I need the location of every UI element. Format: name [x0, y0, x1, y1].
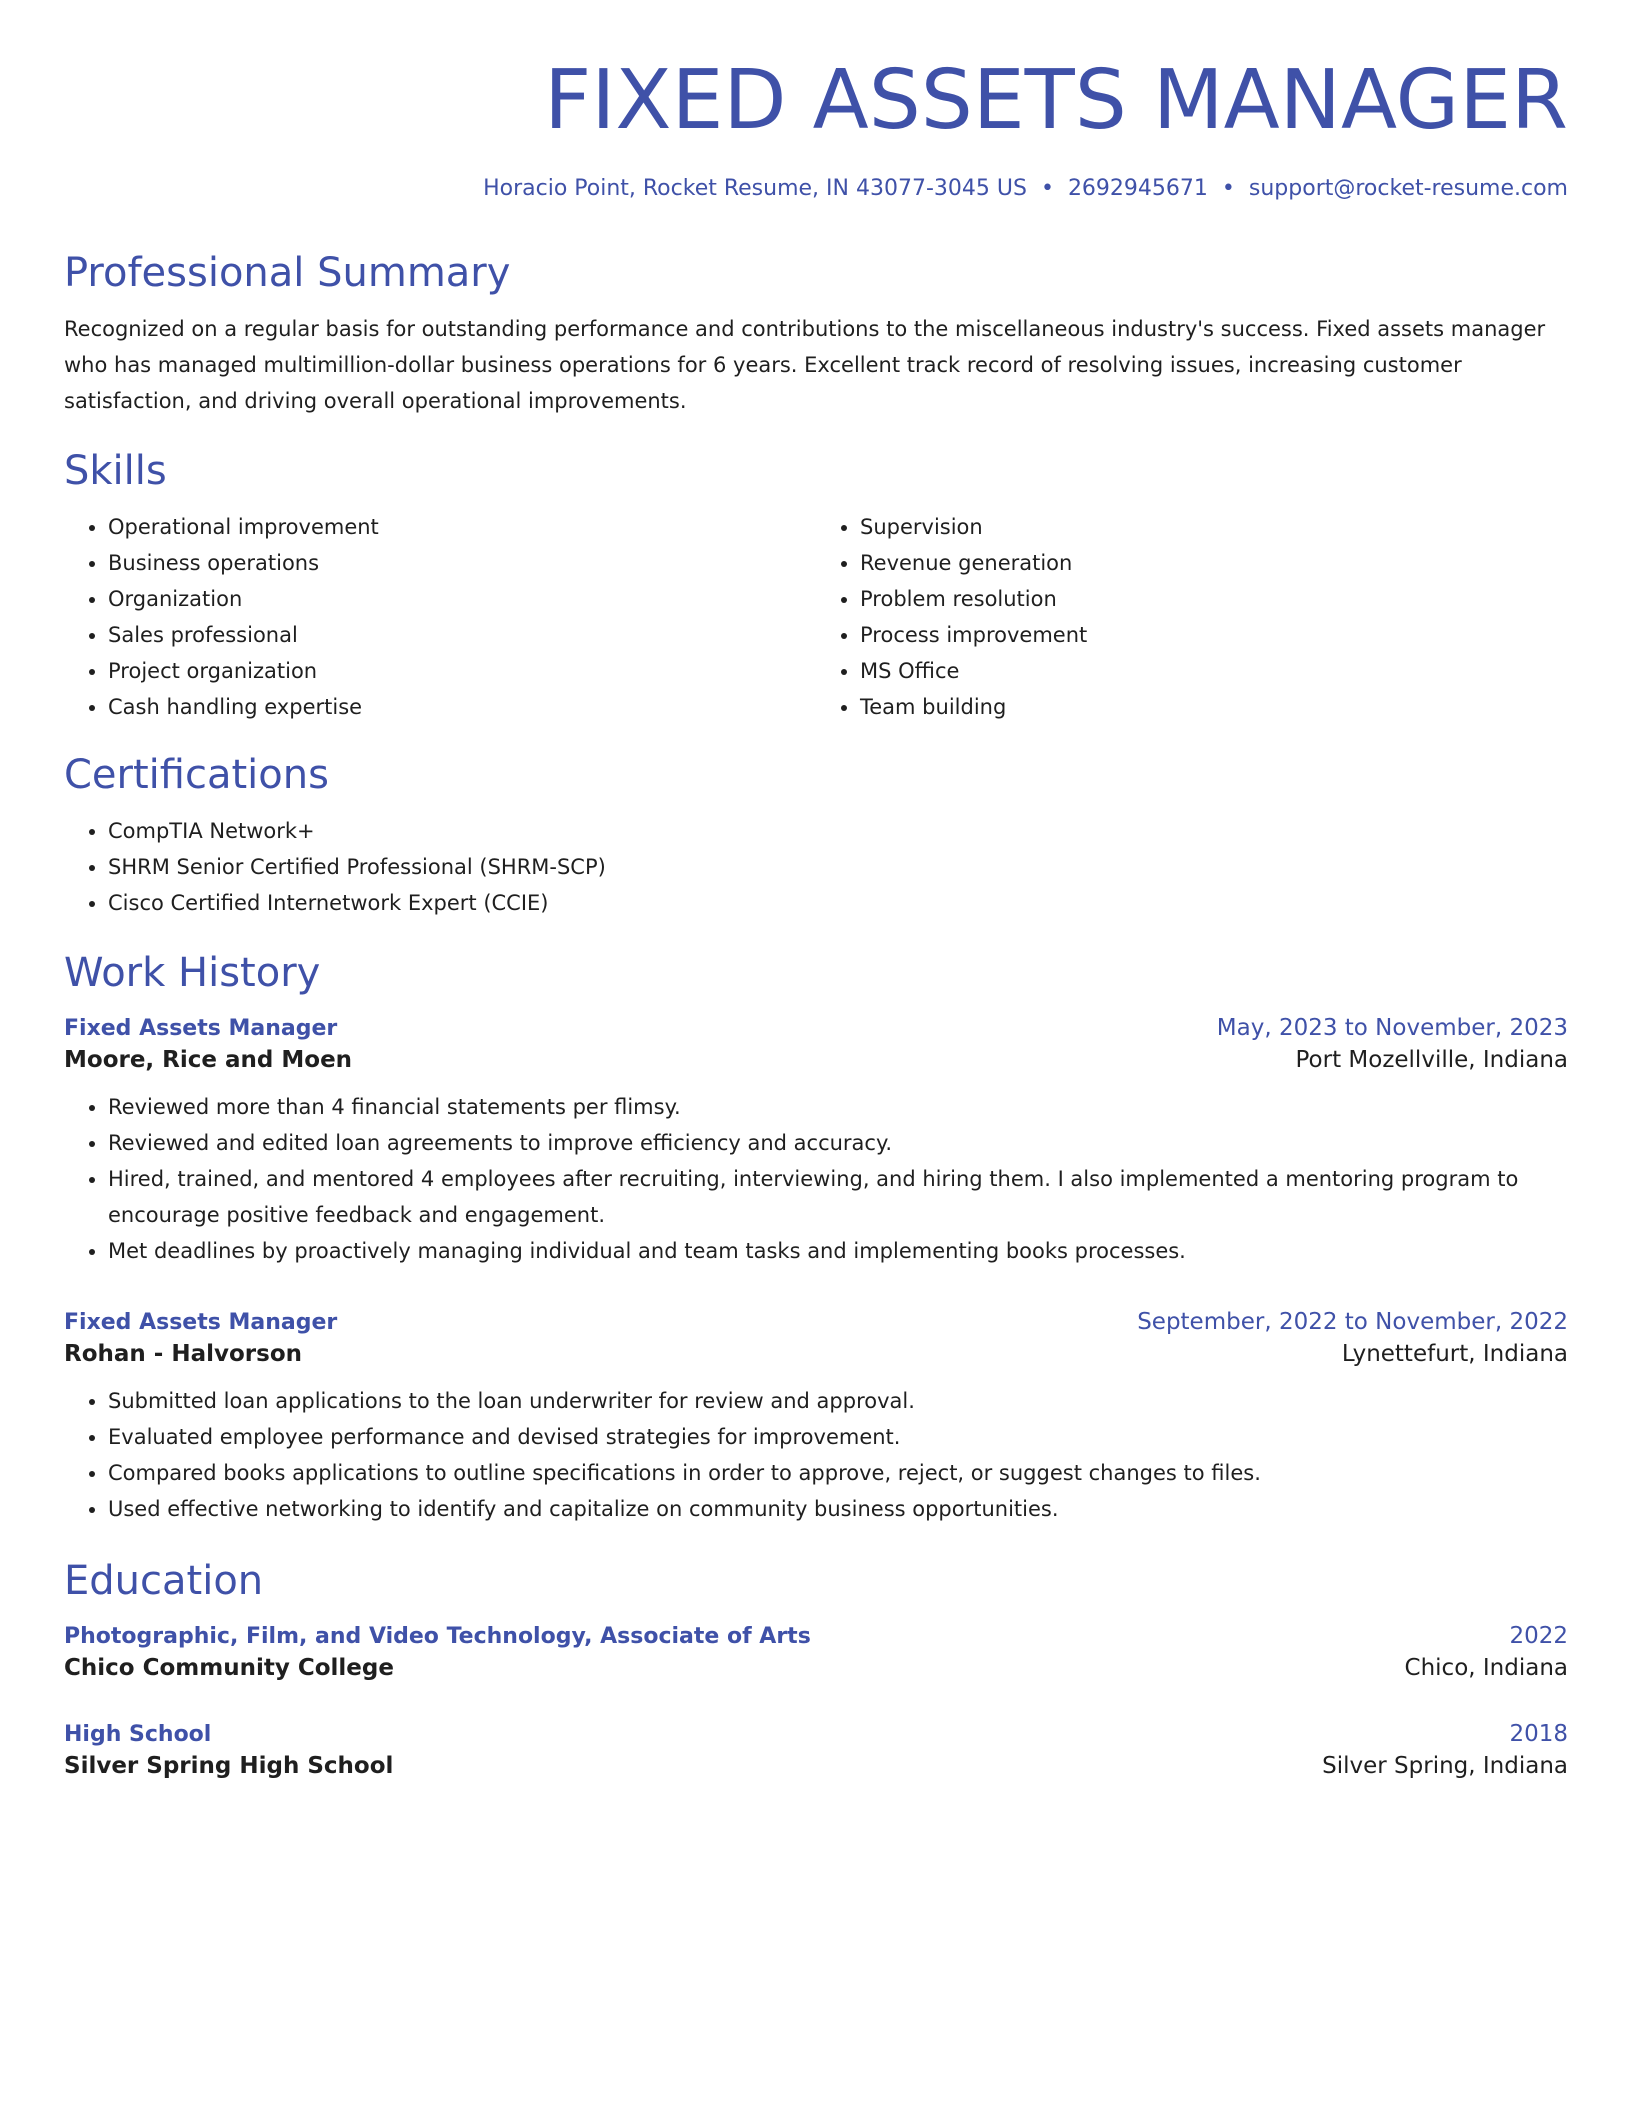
- job-location: Lynettefurt, Indiana: [1341, 1341, 1568, 1367]
- job-bullets: [64, 1383, 1568, 1527]
- skills-list-left: [64, 509, 816, 725]
- certification-item: • Cisco Certified Internetwork Expert (CCIE): [108, 885, 1568, 921]
- education-school: Chico Community College: [64, 1655, 394, 1681]
- education-location: Silver Spring, Indiana: [1322, 1753, 1568, 1779]
- education-year: 2022: [1509, 1623, 1568, 1649]
- job-bullet: • Hired, trained, and mentored 4 employees after recruiting, interviewing, and hiring them. I also implemented a mentoring program to encourage positive feedback and engagement.: [108, 1161, 1568, 1233]
- job-company-row: [64, 1041, 1568, 1073]
- job-bullet: • Met deadlines by proactively managing individual and team tasks and implementing books processes.: [108, 1233, 1568, 1269]
- skills-columns: [64, 495, 1568, 725]
- contact-separator: •: [1221, 176, 1235, 201]
- job-entry: [64, 1309, 1568, 1527]
- summary-heading: Professional Summary: [64, 250, 511, 296]
- education-degree: Photographic, Film, and Video Technology, Associate of Arts: [64, 1624, 811, 1649]
- skill-item: • Revenue generation: [860, 545, 1568, 581]
- skill-item: • Cash handling expertise: [108, 689, 816, 725]
- contact-email[interactable]: support@rocket-resume.com: [1248, 176, 1568, 201]
- skill-item: • Process improvement: [860, 617, 1568, 653]
- skill-item: • Supervision: [860, 509, 1568, 545]
- certification-item: • CompTIA Network+: [108, 813, 1568, 849]
- summary-text: Recognized on a regular basis for outstanding performance and contributions to the miscellaneous industry's success. Fixed assets manager who has managed multimillion-dollar business operations for 6 years. Excellent track record of resolving issues, increasing customer satisfaction, and driving overall operational improvements.: [64, 317, 1546, 413]
- certifications-heading: Certifications: [64, 752, 329, 798]
- job-company-row: [64, 1335, 1568, 1367]
- job-company: Rohan - Halvorson: [64, 1341, 302, 1367]
- job-dates: May, 2023 to November, 2023: [1216, 1015, 1568, 1041]
- education-school-row: [64, 1747, 1568, 1779]
- job-entry: [64, 1015, 1568, 1269]
- education-location: Chico, Indiana: [1404, 1655, 1568, 1681]
- skill-item: • Organization: [108, 581, 816, 617]
- skill-item: • Problem resolution: [860, 581, 1568, 617]
- skill-item: • Project organization: [108, 653, 816, 689]
- education-entry: [64, 1623, 1568, 1681]
- education-header-row: [64, 1721, 1568, 1747]
- job-company: Moore, Rice and Moen: [64, 1047, 353, 1073]
- skills-list-right: [816, 509, 1568, 725]
- job-bullet: • Compared books applications to outline specifications in order to approve, reject, or suggest changes to files.: [108, 1455, 1568, 1491]
- contact-separator: •: [1040, 176, 1054, 201]
- job-bullet: • Used effective networking to identify and capitalize on community business opportunities.: [108, 1491, 1568, 1527]
- resume-header: [64, 53, 1568, 201]
- job-role: Fixed Assets Manager: [64, 1310, 338, 1335]
- job-role: Fixed Assets Manager: [64, 1016, 338, 1041]
- job-bullet: • Reviewed and edited loan agreements to improve efficiency and accuracy.: [108, 1125, 1568, 1161]
- skills-heading: Skills: [64, 448, 167, 494]
- job-header-row: [64, 1015, 1568, 1041]
- job-bullet: • Evaluated employee performance and devised strategies for improvement.: [108, 1419, 1568, 1455]
- job-location: Port Mozellville, Indiana: [1295, 1047, 1568, 1073]
- contact-address: Horacio Point, Rocket Resume, IN 43077-3045 US: [483, 176, 1027, 201]
- work-history-heading: Work History: [64, 950, 321, 996]
- skill-item: • Team building: [860, 689, 1568, 725]
- job-dates: September, 2022 to November, 2022: [1137, 1309, 1568, 1335]
- job-bullet: • Submitted loan applications to the loan underwriter for review and approval.: [108, 1383, 1568, 1419]
- education-degree: High School: [64, 1722, 212, 1747]
- skill-item: • MS Office: [860, 653, 1568, 689]
- education-heading: Education: [64, 1558, 264, 1604]
- education-header-row: [64, 1623, 1568, 1649]
- education-school-row: [64, 1649, 1568, 1681]
- contact-line: [64, 176, 1568, 201]
- certifications-list: [64, 813, 1568, 921]
- skill-item: • Operational improvement: [108, 509, 816, 545]
- education-year: 2018: [1509, 1721, 1568, 1747]
- education-school: Silver Spring High School: [64, 1753, 394, 1779]
- job-bullets: [64, 1089, 1568, 1269]
- certification-item: • SHRM Senior Certified Professional (SHRM-SCP): [108, 849, 1568, 885]
- candidate-title: FIXED ASSETS MANAGER: [544, 53, 1568, 148]
- job-bullet: • Reviewed more than 4 financial statements per flimsy.: [108, 1089, 1568, 1125]
- job-header-row: [64, 1309, 1568, 1335]
- education-entry: [64, 1721, 1568, 1779]
- skill-item: • Business operations: [108, 545, 816, 581]
- skill-item: • Sales professional: [108, 617, 816, 653]
- contact-phone[interactable]: 2692945671: [1067, 176, 1208, 201]
